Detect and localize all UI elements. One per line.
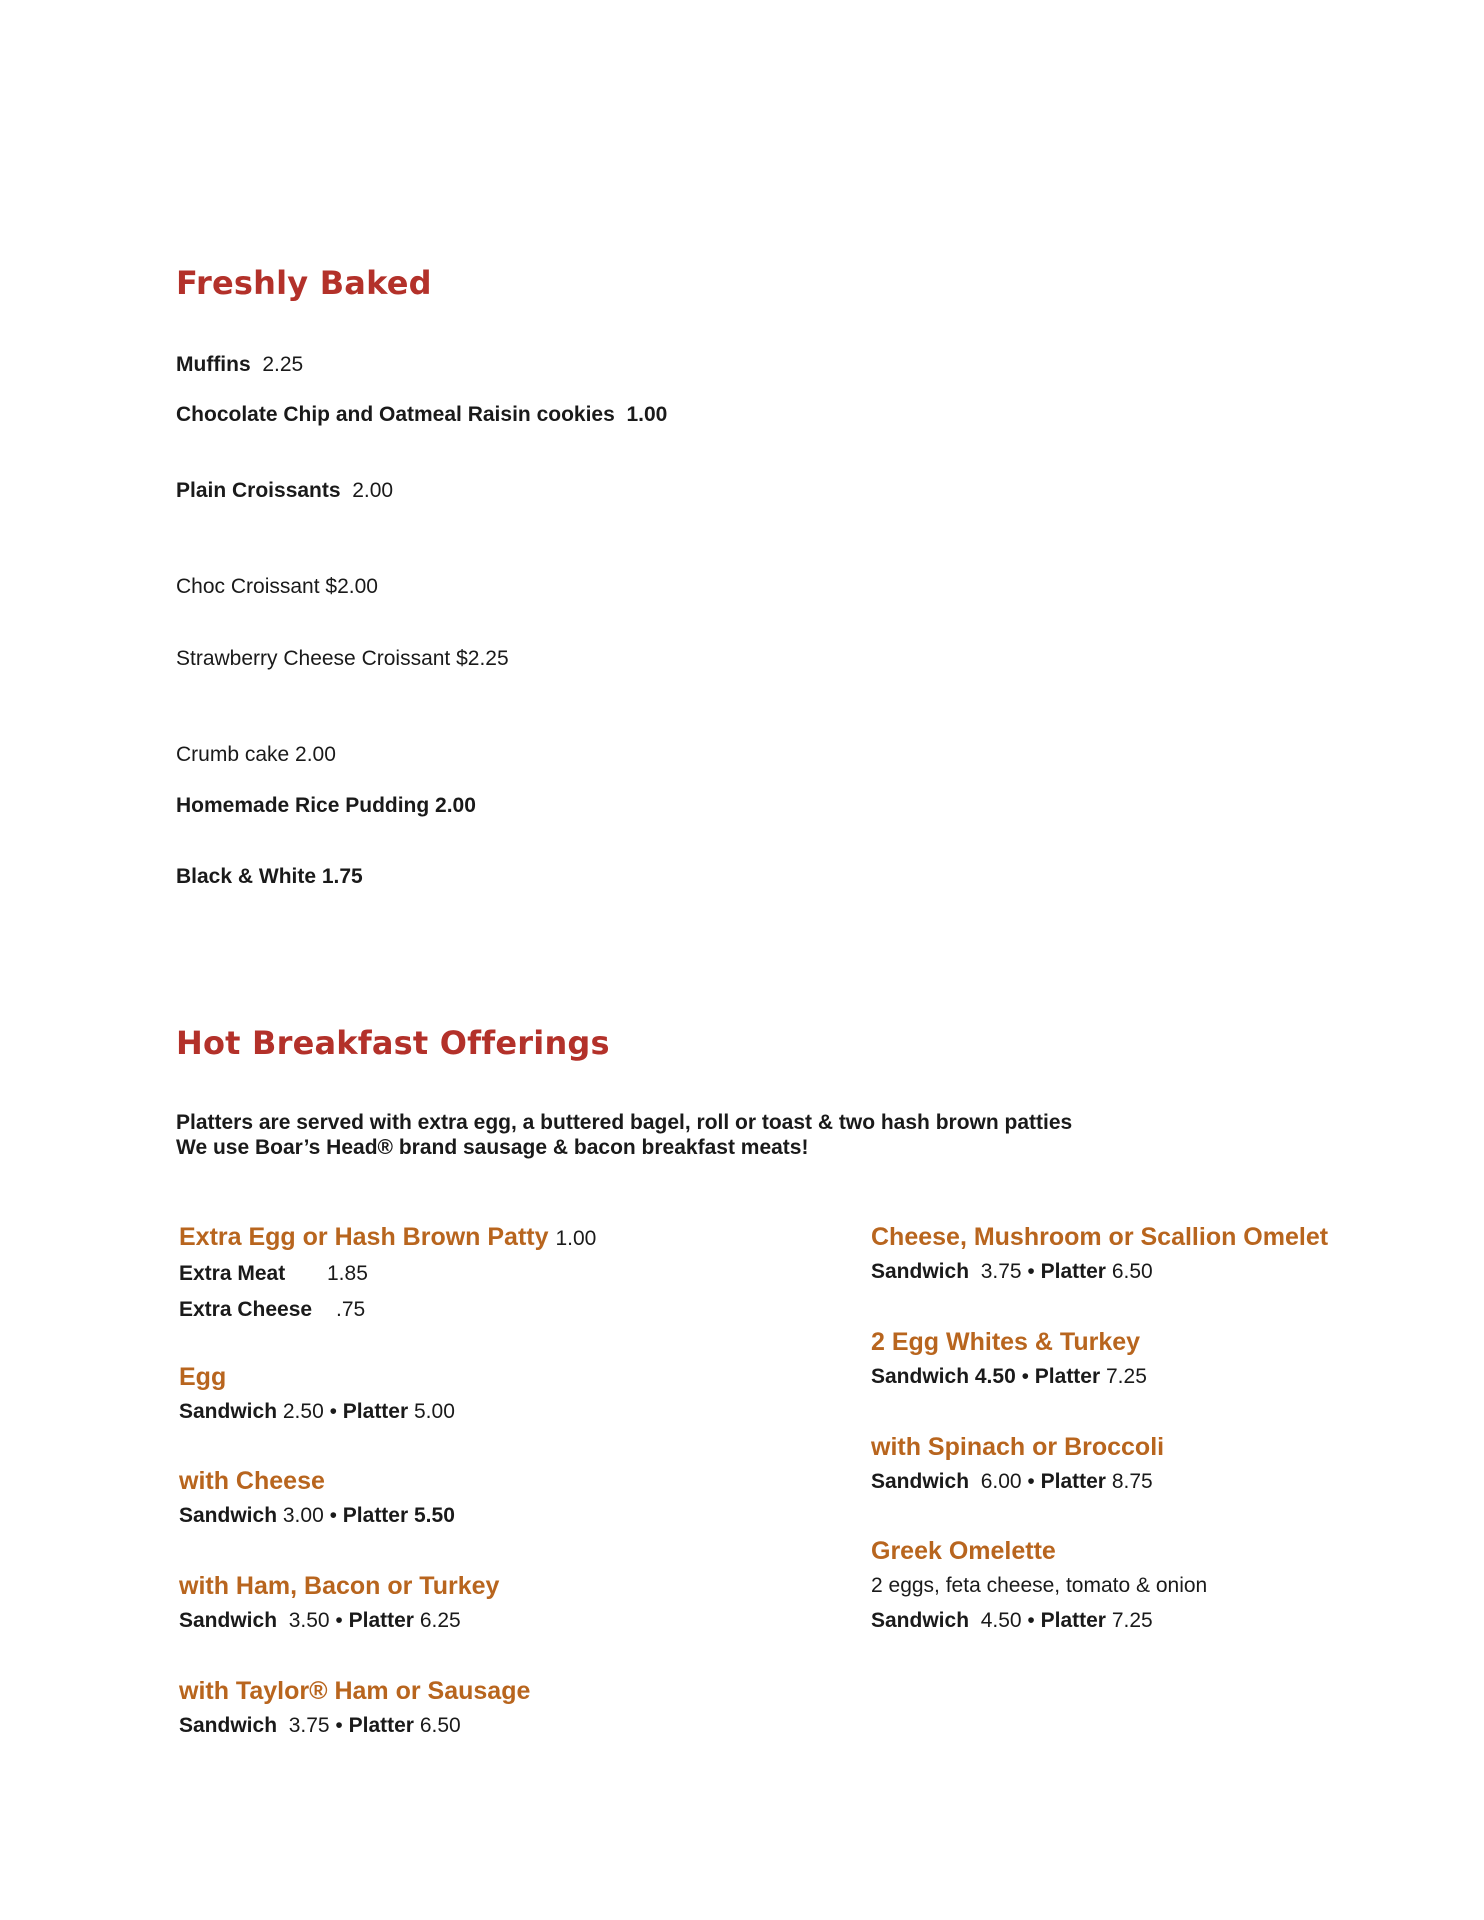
item-title: Cheese, Mushroom or Scallion Omelet	[871, 1223, 1329, 1251]
sandwich-label: Sandwich	[871, 1365, 970, 1388]
menu-item-omelet	[871, 1222, 1328, 1285]
sandwich-price: 4.50	[980, 1609, 1022, 1632]
item-price: 2.25	[262, 353, 304, 376]
menu-item-with-ham-bacon-turkey	[179, 1571, 499, 1634]
menu-item-with-cheese	[179, 1466, 455, 1529]
item-name: Muffins	[176, 353, 251, 376]
sandwich-price: 6.00	[980, 1470, 1022, 1493]
item-title	[179, 1222, 596, 1254]
price-line	[871, 1259, 1328, 1285]
menu-item-muffins	[176, 352, 303, 378]
item-description: 2 eggs, feta cheese, tomato & onion	[871, 1574, 1208, 1597]
menu-item-rice-pudding: Homemade Rice Pudding 2.00	[176, 794, 476, 817]
item-title: with Ham, Bacon or Turkey	[179, 1572, 500, 1600]
bullet: •	[329, 1504, 337, 1527]
platter-price: 7.25	[1111, 1609, 1153, 1632]
menu-item-greek-omelette	[871, 1536, 1207, 1634]
menu-item-with-taylor-ham	[179, 1676, 530, 1739]
price-line	[871, 1364, 1147, 1390]
sandwich-label: Sandwich	[871, 1609, 970, 1632]
menu-item-black-white: Black & White 1.75	[176, 865, 363, 888]
sandwich-price: 4.50	[974, 1365, 1016, 1388]
sandwich-price: 3.75	[288, 1714, 330, 1737]
menu-item-cookies	[176, 402, 667, 428]
bullet: •	[329, 1400, 337, 1423]
sandwich-price: 3.50	[288, 1609, 330, 1632]
item-title-text: Extra Egg or Hash Brown Patty	[179, 1223, 549, 1251]
sandwich-label: Sandwich	[871, 1470, 970, 1493]
price-line	[179, 1713, 530, 1739]
platter-label: Platter	[1040, 1609, 1106, 1632]
sandwich-label: Sandwich	[179, 1400, 278, 1423]
price-line	[871, 1469, 1164, 1495]
extras-block	[179, 1222, 596, 1323]
platter-label: Platter	[348, 1714, 414, 1737]
menu-item-spinach-broccoli	[871, 1432, 1164, 1495]
item-name: Chocolate Chip and Oatmeal Raisin cookies	[176, 403, 615, 426]
sandwich-label: Sandwich	[179, 1609, 278, 1632]
platter-label: Platter	[1040, 1470, 1106, 1493]
item-title-price: 1.00	[555, 1227, 597, 1250]
price-line	[179, 1608, 499, 1634]
sandwich-price: 3.75	[980, 1260, 1022, 1283]
platter-label: Platter	[342, 1504, 409, 1527]
menu-item-strawberry-croissant: Strawberry Cheese Croissant $2.25	[176, 647, 509, 670]
extra-label: Extra Meat	[179, 1262, 286, 1285]
item-title: Egg	[179, 1363, 227, 1391]
menu-item-egg	[179, 1362, 455, 1425]
platter-price: 6.50	[419, 1714, 461, 1737]
menu-item-egg-whites-turkey	[871, 1327, 1147, 1390]
item-title: with Spinach or Broccoli	[871, 1433, 1165, 1461]
item-price: 2.00	[352, 479, 394, 502]
extra-price: 1.85	[327, 1262, 368, 1285]
sandwich-price: 2.50	[282, 1400, 324, 1423]
extra-row	[179, 1297, 596, 1323]
platter-label: Platter	[1040, 1260, 1106, 1283]
platter-price: 5.50	[414, 1504, 455, 1527]
bullet: •	[335, 1609, 343, 1632]
platter-price: 8.75	[1111, 1470, 1153, 1493]
item-title: with Cheese	[179, 1467, 325, 1495]
platter-price: 6.25	[419, 1609, 461, 1632]
intro-text	[176, 1110, 1072, 1160]
item-price: 1.00	[626, 403, 668, 426]
intro-line-1: Platters are served with extra egg, a buttered bagel, roll or toast & two hash brown patties	[176, 1111, 1073, 1134]
sandwich-label: Sandwich	[179, 1714, 278, 1737]
price-line	[871, 1608, 1207, 1634]
sandwich-price: 3.00	[282, 1504, 324, 1527]
extra-label: Extra Cheese	[179, 1298, 313, 1321]
bullet: •	[1027, 1609, 1035, 1632]
platter-label: Platter	[1034, 1365, 1101, 1388]
item-name: Plain Croissants	[176, 479, 341, 502]
bullet: •	[1027, 1260, 1035, 1283]
platter-label: Platter	[342, 1400, 409, 1423]
platter-price: 5.00	[414, 1400, 455, 1423]
bullet: •	[335, 1714, 343, 1737]
item-title: Greek Omelette	[871, 1537, 1056, 1565]
menu-item-crumb-cake: Crumb cake 2.00	[176, 743, 336, 766]
bullet: •	[1021, 1365, 1029, 1388]
price-line	[179, 1399, 455, 1425]
platter-label: Platter	[348, 1609, 414, 1632]
extra-price: .75	[336, 1298, 366, 1321]
platter-price: 6.50	[1111, 1260, 1153, 1283]
item-title: 2 Egg Whites & Turkey	[871, 1328, 1141, 1356]
item-title: with Taylor® Ham or Sausage	[179, 1677, 531, 1705]
menu-item-plain-croissants	[176, 478, 393, 504]
bullet: •	[1027, 1470, 1035, 1493]
sandwich-label: Sandwich	[871, 1260, 970, 1283]
intro-line-2: We use Boar’s Head® brand sausage & bacon breakfast meats!	[176, 1136, 809, 1159]
section-title-hot-breakfast: Hot Breakfast Offerings	[176, 1024, 610, 1062]
extra-row	[179, 1261, 596, 1287]
price-line	[179, 1503, 455, 1529]
platter-price: 7.25	[1106, 1365, 1147, 1388]
menu-item-choc-croissant: Choc Croissant $2.00	[176, 575, 378, 598]
sandwich-label: Sandwich	[179, 1504, 278, 1527]
section-title-freshly-baked: Freshly Baked	[176, 264, 432, 302]
